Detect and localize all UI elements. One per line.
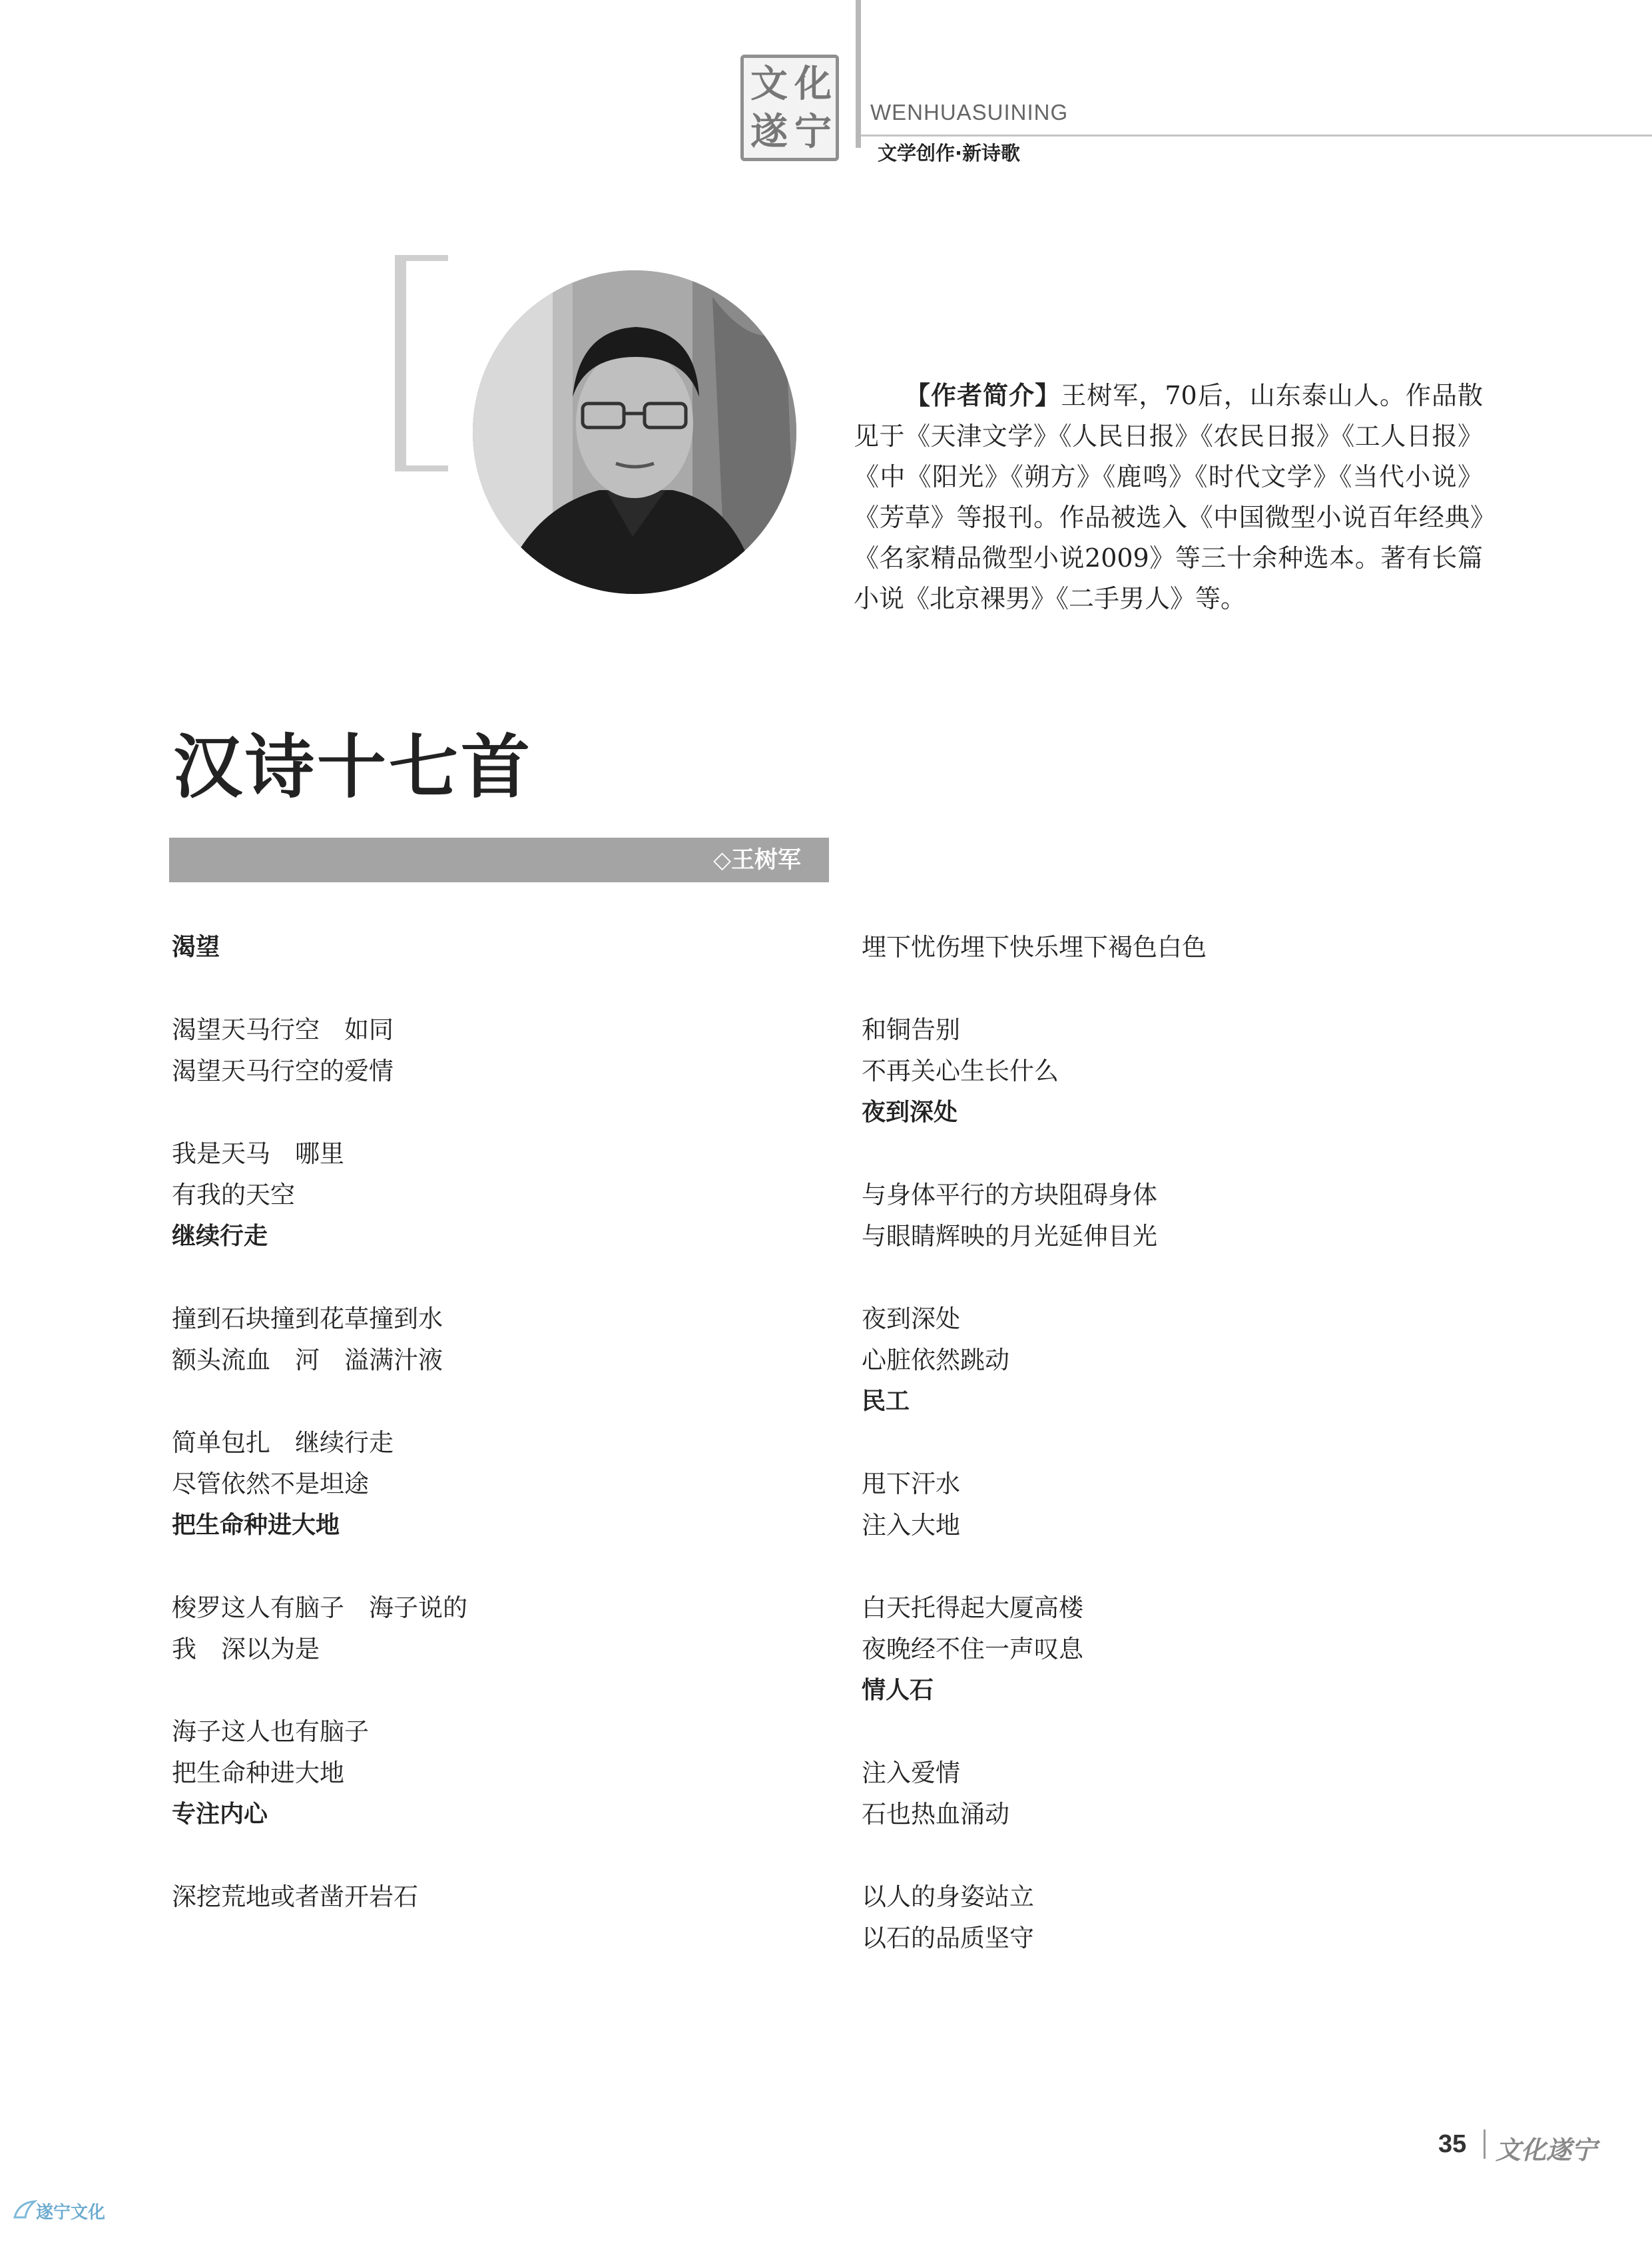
poem-stanza [862,1175,1527,1257]
poem-stanza [862,1753,1527,1835]
poem-line: 额头流血 河 溢满汁液 [172,1346,443,1374]
poem-title: 夜到深处 [862,1099,958,1126]
poem-stanza [172,1133,838,1216]
poem-stanza [172,1876,838,1918]
poem-line: 梭罗这人有脑子 海子说的 [172,1593,467,1622]
poem-line: 我是天马 哪里 [172,1139,344,1168]
footer-magazine-name: 文化遂宁 [1496,2135,1597,2165]
poem-stanza [862,1009,1527,1092]
poem-line: 深挖荒地或者凿开岩石 [172,1882,418,1911]
poem [172,1794,838,1918]
author-bio [854,376,1483,619]
author-photo-illustration [473,270,796,594]
poem [172,1216,838,1505]
header-vertical-rule [856,0,861,148]
poem [862,1670,1527,1959]
poem-line: 把生命种进大地 [172,1759,344,1787]
poem [862,927,1527,1092]
poem-stanza [862,1464,1527,1546]
poem-stanza [862,1298,1527,1381]
poem-line: 与身体平行的方块阻碍身体 [862,1181,1157,1209]
poem-line: 注入爱情 [862,1759,960,1787]
poem-stanza [862,1587,1527,1670]
poem [862,1381,1527,1670]
logo-char: 文 [750,62,788,106]
poem-line: 渴望天马行空的爱情 [172,1057,394,1085]
poem-line: 我 深以为是 [172,1635,320,1663]
poem-title: 民工 [862,1388,910,1415]
poem-line: 以人的身姿站立 [862,1882,1034,1911]
poem-line: 海子这人也有脑子 [172,1717,369,1746]
author-bio-label: 【作者简介】 [904,381,1061,410]
poem-line: 与眼睛辉映的月光延伸目光 [862,1222,1157,1251]
poem-line: 不再关心生长什么 [862,1057,1059,1085]
poem-line: 夜晚经不住一声叹息 [862,1635,1083,1663]
poem-column-left [172,927,838,1918]
article-title: 汉诗十七首 [173,726,533,808]
decorative-bracket [395,255,448,471]
poem [172,927,838,1216]
page-number: 35 [1438,2130,1467,2158]
poem-stanza [862,927,1527,968]
poem-line: 心脏依然跳动 [862,1346,1009,1374]
author-bio-text: 王树军，70后，山东泰山人。作品散见于《天津文学》《人民日报》《农民日报》《工人日报》《中《阳光》《朔方》《鹿鸣》《时代文学》《当代小说》《芳草》等报刊。作品被选入《中国微型小说百年经典》《名家精品微型小说2009》等三十余种选本。著有长篇小说《北京裸男》《二手男人》等。 [854,381,1483,613]
logo-char: 宁 [794,110,832,154]
poem-line: 简单包扎 继续行走 [172,1428,394,1457]
poem-title: 情人石 [862,1677,934,1704]
poem-line: 有我的天空 [172,1181,295,1209]
section-label: 文学创作·新诗歌 [878,142,1021,164]
poem-line: 石也热血涌动 [862,1800,1009,1828]
poem-title: 把生命种进大地 [172,1512,340,1539]
poem-stanza [172,1298,838,1381]
magazine-logo [740,55,839,161]
poem-stanza [172,1711,838,1794]
watermark [12,2197,106,2227]
poem-line: 尽管依然不是坦途 [172,1470,369,1498]
poem-title: 渴望 [172,934,220,961]
poem-stanza [172,1422,838,1505]
poem-title: 专注内心 [172,1801,268,1828]
logo-char: 遂 [750,110,788,154]
byline-author: ◇王树军 [713,846,801,874]
poem-stanza [862,1876,1527,1959]
poem-line: 渴望天马行空 如同 [172,1015,394,1044]
poem-line: 埋下忧伤埋下快乐埋下褐色白色 [862,933,1207,962]
poem-line: 夜到深处 [862,1304,960,1333]
author-portrait [473,270,796,594]
poem-line: 撞到石块撞到花草撞到水 [172,1304,443,1333]
byline-bar [169,838,829,882]
poem-title: 继续行走 [172,1223,268,1250]
footer-divider [1484,2129,1486,2159]
poem [862,1092,1527,1381]
magazine-pinyin-name: WENHUASUINING [870,100,1069,125]
logo-char: 化 [794,62,832,106]
poem-line: 白天托得起大厦高楼 [862,1593,1083,1622]
poem-line: 注入大地 [862,1511,960,1540]
poem-stanza [172,1009,838,1092]
poem-line: 和铜告别 [862,1015,960,1044]
watermark-text: 遂宁文化 [36,2203,106,2223]
poem-column-right [862,927,1527,1959]
poem [172,1505,838,1794]
poem-line: 甩下汗水 [862,1470,960,1498]
header-horizontal-rule [861,135,1652,137]
watermark-wing-icon [12,2197,39,2224]
poem-stanza [172,1587,838,1670]
poem-line: 以石的品质坚守 [862,1924,1034,1952]
